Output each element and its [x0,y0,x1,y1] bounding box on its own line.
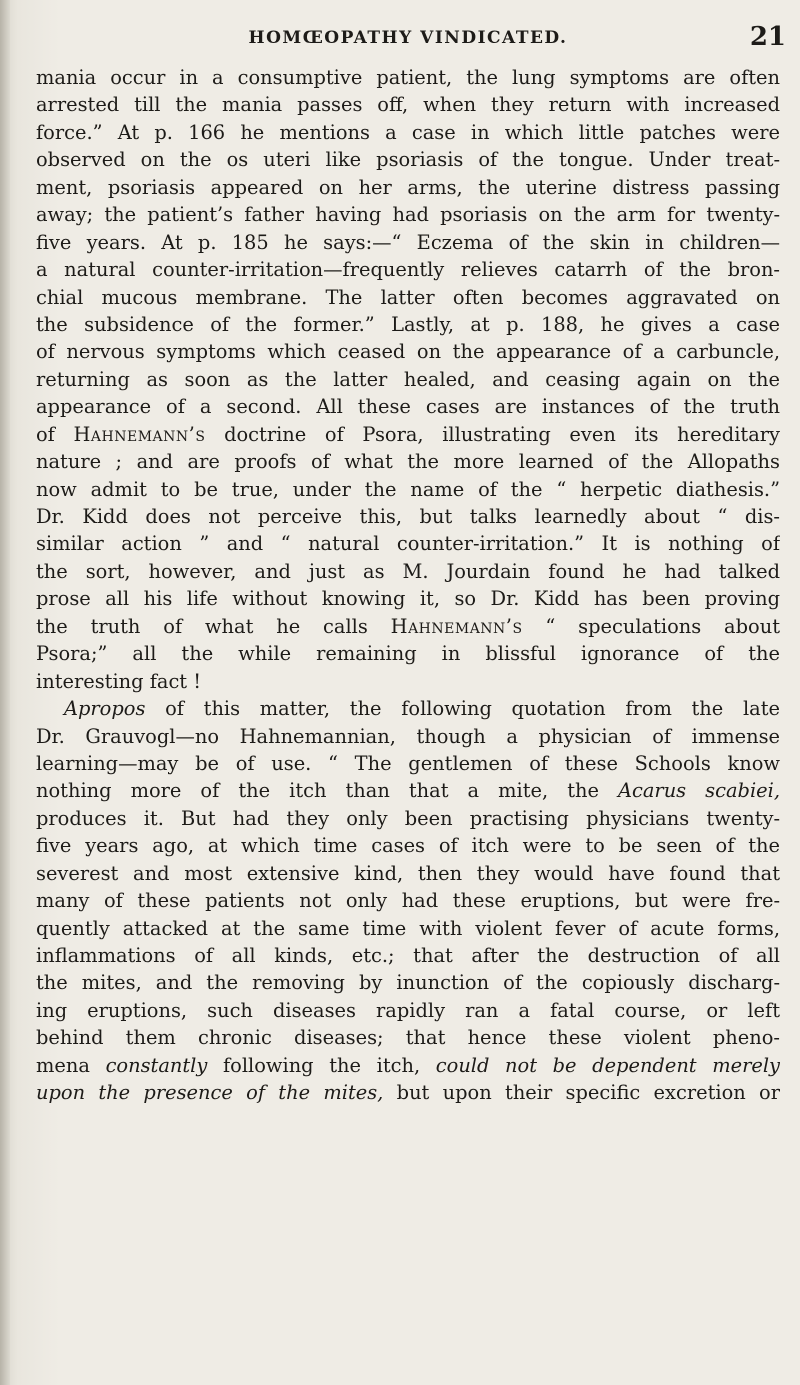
text-run: of this matter, the following quotation from the late [165,697,780,721]
text-line: a natural counter-irritation—frequently relieves catarrh of the bron- [36,258,780,282]
author-name: Hahnemann’s [73,422,206,446]
text-run: of [36,422,55,446]
text-line: five years. At p. 185 he says:—“ Eczema of the skin in children— [36,230,780,254]
emphasis: could not be dependent merely [435,1053,780,1077]
page-gutter [0,0,10,1385]
text-line: five years ago, at which time cases of itch were to be seen of the [36,834,780,858]
text-line: returning as soon as the latter healed, and ceasing again on the [36,367,780,391]
text-line: many of these patients not only had these eruptions, but were fre- [36,889,780,913]
text-line: the mites, and the removing by inunction of the copiously discharg- [36,971,780,995]
text-run: doctrine of Psora, illustrating even its hereditary [224,422,780,446]
body-text [36,64,780,1107]
text-line: force.” At p. 166 he mentions a case in which little patches were [36,120,780,144]
text-run: following the itch, [222,1053,421,1077]
text-line: Psora;” all the while remaining in blissful ignorance of the [36,642,780,666]
text-line: nature ; and are proofs of what the more learned of the Allopaths [36,450,780,474]
emphasis: Acarus scabiei, [618,779,780,803]
emphasis: upon the presence of the mites, [36,1081,384,1105]
emphasis: constantly [105,1053,208,1077]
page-header [30,22,786,56]
text-line: ment, psoriasis appeared on her arms, the uterine distress passing [36,175,780,199]
text-line: Dr. Grauvogl—no Hahnemannian, though a physician of immense [36,724,780,748]
text-line: now admit to be true, under the name of the “ herpetic diathesis.” [36,477,780,501]
text-line: behind them chronic diseases; that hence these violent pheno- [36,1026,780,1050]
emphasis: Apropos [64,697,146,721]
text-line [36,777,780,804]
text-line: chial mucous membrane. The latter often becomes aggravated on [36,285,780,309]
text-line [36,695,780,722]
author-name: Hahnemann’s [390,614,523,638]
running-title: HOMŒOPATHY VINDICATED. [248,28,568,48]
text-run: the truth of what he calls [36,614,368,638]
text-line: the sort, however, and just as M. Jourdain found he had talked [36,559,780,583]
text-line: arrested till the mania passes off, when they return with increased [36,93,780,117]
text-line: of nervous symptoms which ceased on the appearance of a carbuncle, [36,340,780,364]
text-line: quently attacked at the same time with violent fever of acute forms, [36,916,780,940]
text-line: observed on the os uteri like psoriasis of the tongue. Under treat- [36,148,780,172]
text-line: produces it. But had they only been practising physicians twenty- [36,806,780,830]
text-line: inflammations of all kinds, etc.; that after the destruction of all [36,944,780,967]
text-run: “ speculations about [545,614,780,638]
text-run: but upon their specific excretion or [396,1081,780,1105]
text-line: severest and most extensive kind, then they would have found that [36,861,780,885]
page-number: 21 [749,22,786,52]
text-line: away; the patient’s father having had psoriasis on the arm for twenty- [36,203,780,227]
text-line: the subsidence of the former.” Lastly, at p. 188, he gives a case [36,312,780,336]
text-line: prose all his life without knowing it, so Dr. Kidd has been proving [36,587,780,611]
text-line [36,421,780,448]
text-line: interesting fact ! [36,669,202,693]
text-line: similar action ” and “ natural counter-irritation.” It is nothing of [36,532,780,556]
text-line [36,1052,780,1079]
text-line: ing eruptions, such diseases rapidly ran a fatal course, or left [36,998,780,1022]
text-run: nothing more of the itch than that a mite, the [36,779,599,803]
text-line: Dr. Kidd does not perceive this, but talks learnedly about “ dis- [36,505,780,528]
text-run: mena [36,1053,90,1077]
text-line [36,1079,780,1106]
text-line [36,613,780,640]
text-line: appearance of a second. All these cases are instances of the truth [36,395,780,419]
text-line: learning—may be of use. “ The gentlemen of these Schools know [36,751,780,775]
text-line: mania occur in a consumptive patient, the lung symptoms are often [36,66,780,89]
